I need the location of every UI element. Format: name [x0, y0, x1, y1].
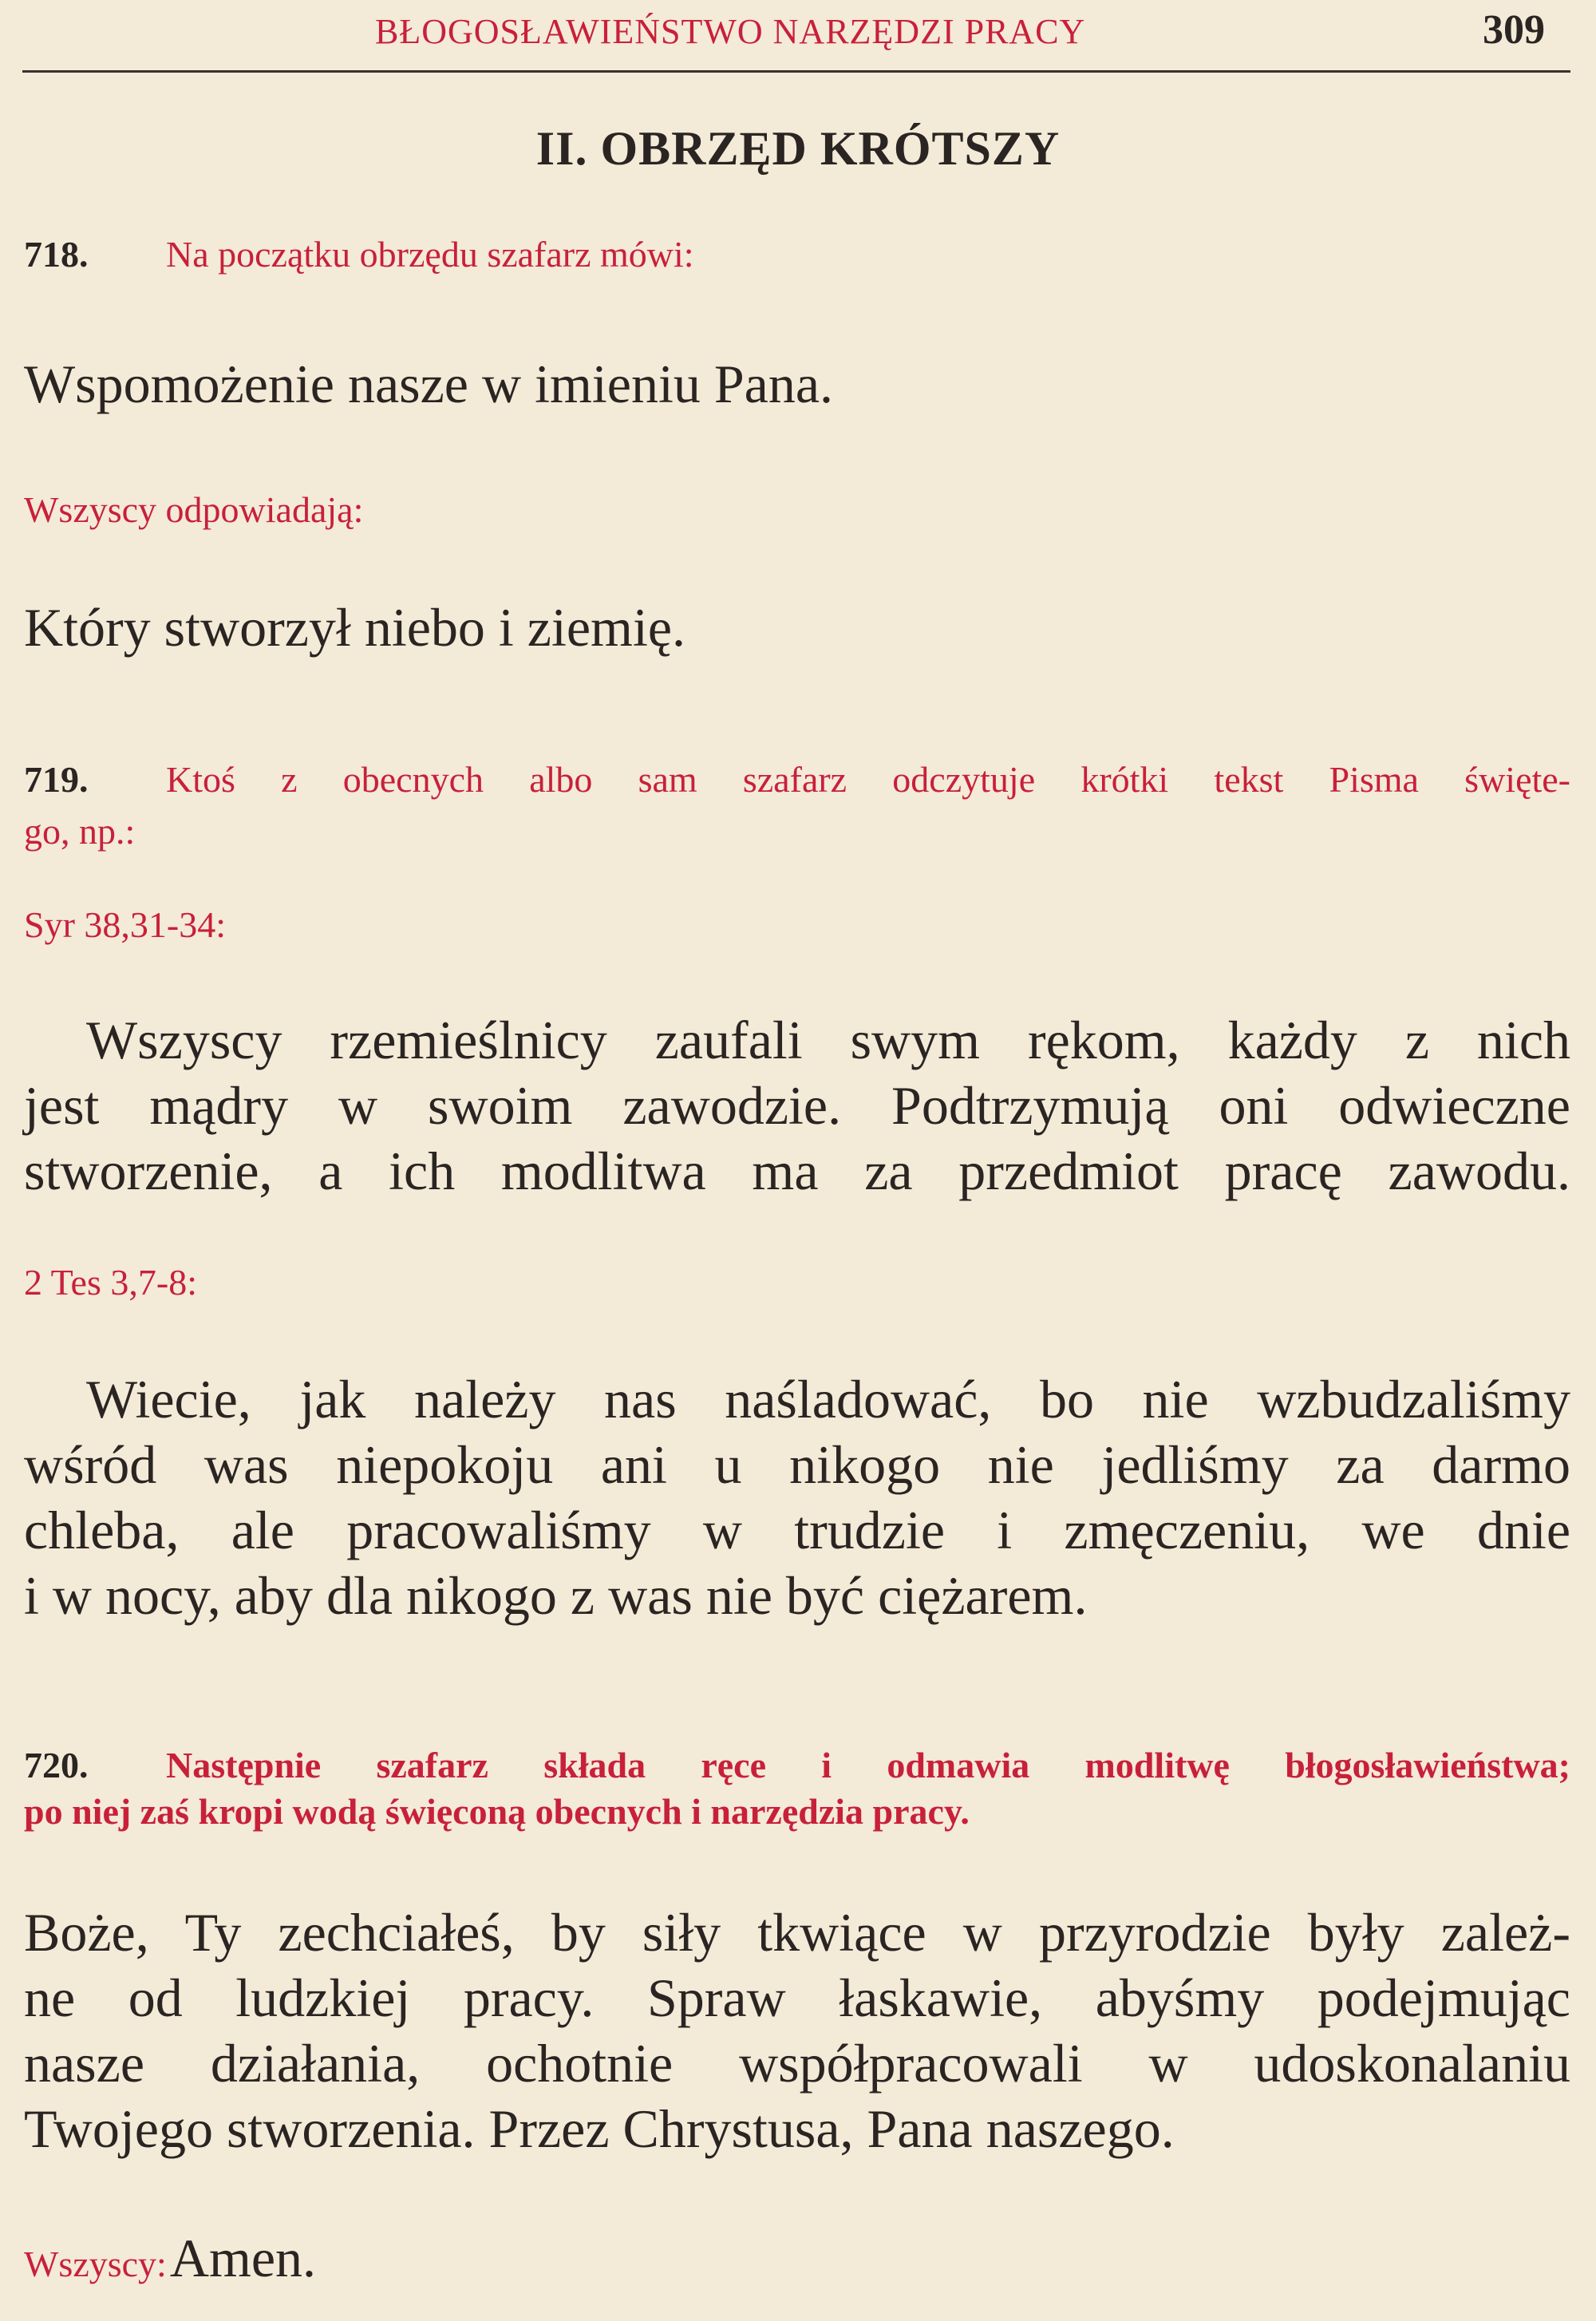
- paragraph-number-718: 718.: [24, 234, 89, 275]
- section-title: II. OBRZĘD KRÓTSZY: [535, 122, 1061, 175]
- reading-1-line: Wszyscy rzemieślnicy zaufali swym rękom, każdy z nich: [86, 1010, 1570, 1070]
- prayer-line: nasze działania, ochotnie współpracowali w udoskonalaniu: [24, 2033, 1570, 2094]
- reading-1-line: stworzenie, a ich modlitwa ma za przedmiot pracę zawodu.: [24, 1141, 1570, 1201]
- response-rubric-718: Wszyscy odpowiadają:: [24, 489, 364, 530]
- header-divider: [22, 70, 1570, 73]
- rubric-720-line-2: po niej zaś kropi wodą święconą obecnych i narzędzia pracy.: [24, 1791, 970, 1832]
- rubric-720-line-1: Następnie szafarz składa ręce i odmawia modlitwę błogosławieństwa;: [166, 1745, 1570, 1785]
- paragraph-number-719: 719.: [24, 759, 89, 800]
- page-number: 309: [1483, 7, 1545, 53]
- paragraph-number-720: 720.: [24, 1745, 89, 1785]
- prayer-line: Boże, Ty zechciałeś, by siły tkwiące w przyrodzie były zależ-: [24, 1902, 1570, 1963]
- reading-2-line: i w nocy, aby dla nikogo z was nie być ciężarem.: [24, 1565, 1088, 1626]
- blessing-prayer: [24, 1900, 1570, 2161]
- prayer-line: Twojego stworzenia. Przez Chrystusa, Pana naszego.: [24, 2098, 1175, 2159]
- response-rubric-720: Wszyscy:: [24, 2244, 167, 2284]
- reading-2-line: chleba, ale pracowaliśmy w trudzie i zmęczeniu, we dnie: [24, 1500, 1570, 1560]
- final-response: [24, 2227, 316, 2290]
- prayer-line: ne od ludzkiej pracy. Spraw łaskawie, abyśmy podejmując: [24, 1967, 1570, 2028]
- response-718: Który stworzył niebo i ziemię.: [24, 597, 686, 658]
- amen-response: Amen.: [169, 2228, 317, 2288]
- reading-reference-2: 2 Tes 3,7-8:: [24, 1262, 197, 1303]
- versicle-718: Wspomożenie nasze w imieniu Pana.: [24, 354, 834, 414]
- reading-2-line: wśród was niepokoju ani u nikogo nie jedliśmy za darmo: [24, 1434, 1570, 1495]
- reading-2-line: Wiecie, jak należy nas naśladować, bo nie wzbudzaliśmy: [86, 1369, 1570, 1429]
- reading-1-text: [24, 1007, 1570, 1204]
- reading-reference-1: Syr 38,31-34:: [24, 904, 226, 945]
- running-header-title: BŁOGOSŁAWIEŃSTWO NARZĘDZI PRACY: [375, 12, 1086, 51]
- reading-2-text: [24, 1366, 1570, 1628]
- rubric-718: Na początku obrzędu szafarz mówi:: [166, 234, 694, 275]
- reading-1-line: jest mądry w swoim zawodzie. Podtrzymują oni odwieczne: [24, 1075, 1570, 1136]
- rubric-719-line-1: Ktoś z obecnych albo sam szafarz odczytuje krótki tekst Pisma święte-: [166, 759, 1570, 800]
- rubric-719-line-2: go, np.:: [24, 811, 136, 852]
